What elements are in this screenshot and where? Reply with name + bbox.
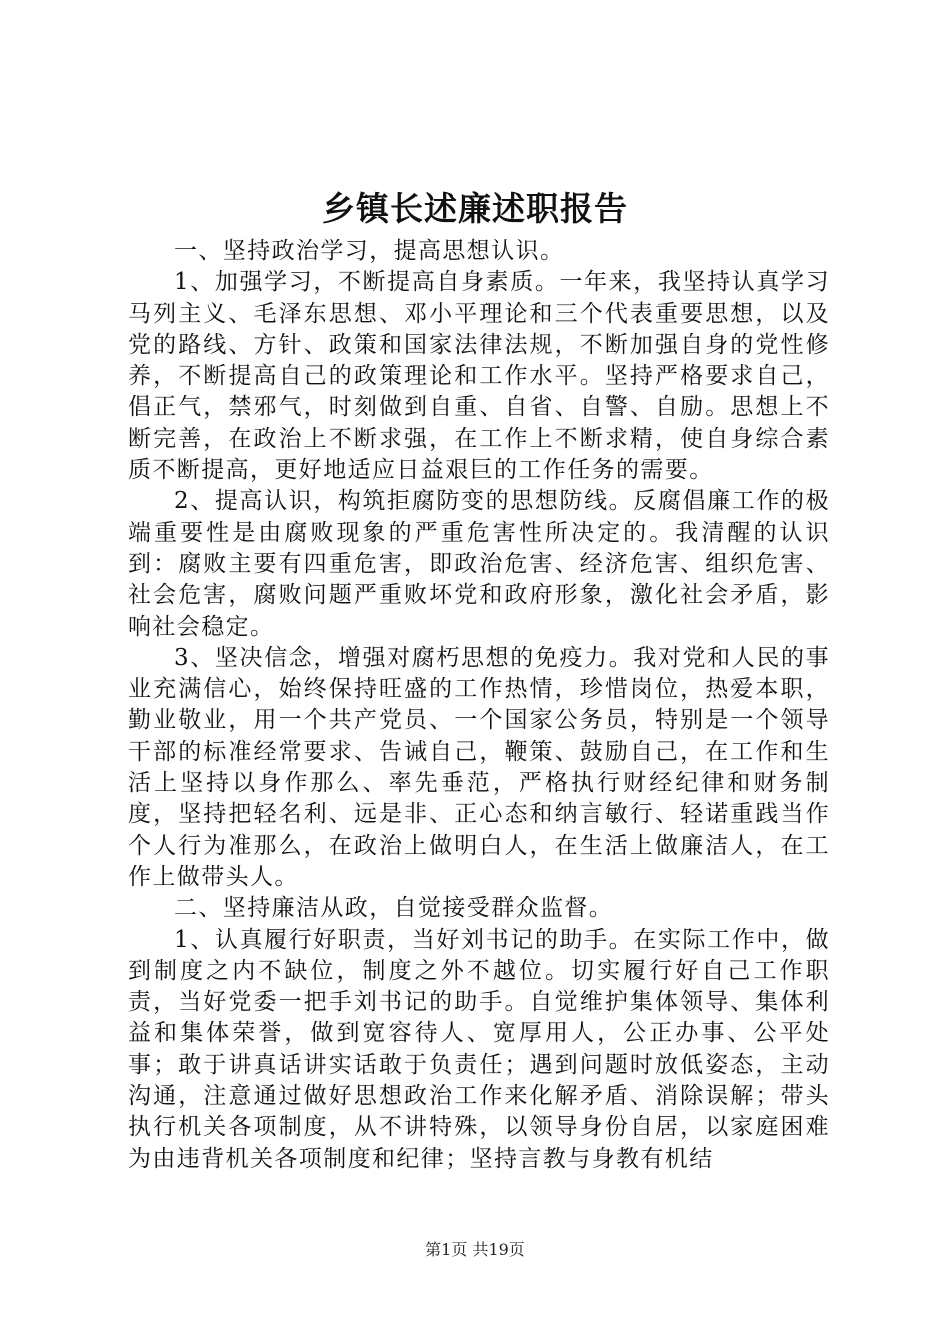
page-number-footer: 第1页 共19页 <box>425 1240 525 1259</box>
paragraph: 3、坚决信念，增强对腐朽思想的免疫力。我对党和人民的事业充满信心，始终保持旺盛的工作热情，珍惜岗位，热爱本职，勤业敬业，用一个共产党员、一个国家公务员，特别是一个领导干部的标准经常要求、告诫自己，鞭策、鼓励自己，在工作和生活上坚持以身作那么、率先垂范，严格执行财经纪律和财务制度，坚持把轻名利、远是非、正心态和纳言敏行、轻诺重践当作个人行为准那么，在政治上做明白人，在生活上做廉洁人，在工作上做带头人。 <box>128 644 830 890</box>
document-title: 乡镇长述廉述职报告 <box>322 189 628 228</box>
section-heading-2: 二、坚持廉洁从政，自觉接受群众监督。 <box>174 895 614 922</box>
paragraph: 1、加强学习，不断提高自身素质。一年来，我坚持认真学习马列主义、毛泽东思想、邓小平理论和三个代表重要思想，以及党的路线、方针、政策和国家法律法规，不断加强自身的党性修养，不断提高自己的政策理论和工作水平。坚持严格要求自己，倡正气，禁邪气，时刻做到自重、自省、自警、自励。思想上不断完善，在政治上不断求强，在工作上不断求精，使自身综合素质不断提高，更好地适应日益艰巨的工作任务的需要。 <box>128 269 830 484</box>
document-body <box>128 236 830 1175</box>
paragraph: 2、提高认识，构筑拒腐防变的思想防线。反腐倡廉工作的极端重要性是由腐败现象的严重危害性所决定的。我清醒的认识到：腐败主要有四重危害，即政治危害、经济危害、组织危害、社会危害，腐败问题严重败坏党和政府形象，激化社会矛盾，影响社会稳定。 <box>128 488 830 640</box>
section-heading-1: 一、坚持政治学习，提高思想认识。 <box>174 238 565 264</box>
paragraph: 1、认真履行好职责，当好刘书记的助手。在实际工作中，做到制度之内不缺位，制度之外不越位。切实履行好自己工作职责，当好党委一把手刘书记的助手。自觉维护集体领导、集体利益和集体荣誉，做到宽容待人、宽厚用人，公正办事、公平处事；敢于讲真话讲实话敢于负责任；遇到问题时放低姿态，主动沟通，注意通过做好思想政治工作来化解矛盾、消除误解；带头执行机关各项制度，从不讲特殊，以领导身份自居，以家庭困难为由违背机关各项制度和纪律；坚持言教与身教有机结 <box>128 926 830 1172</box>
